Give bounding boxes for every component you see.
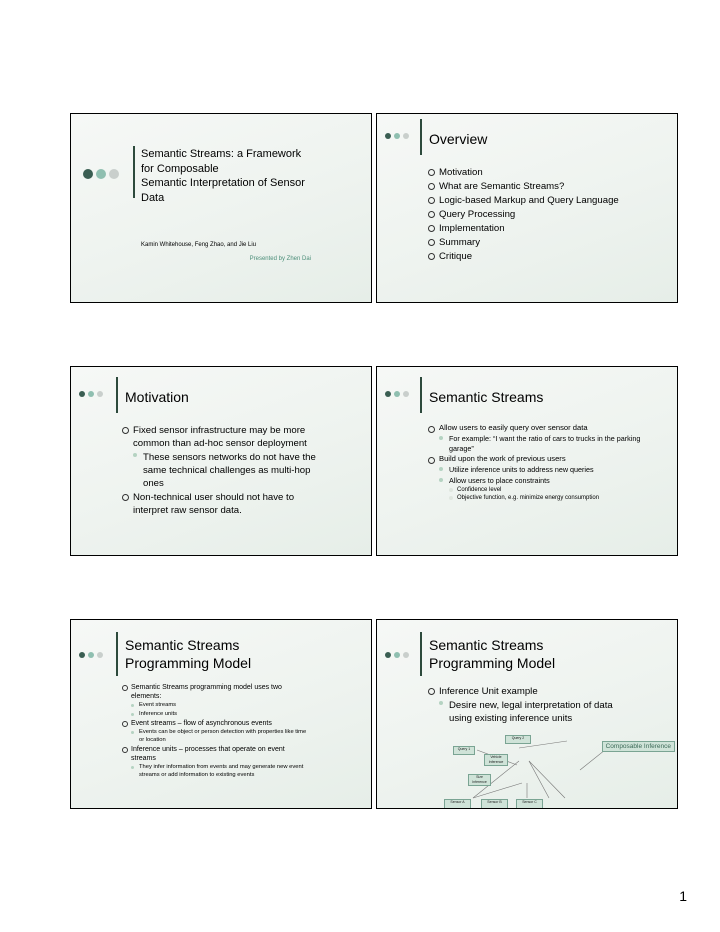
title-line: Data xyxy=(141,191,165,204)
list-item: Allow users to easily query over sensor data xyxy=(427,423,667,433)
dot-icon xyxy=(88,652,94,658)
composable-inference-label: Composable Inference xyxy=(602,741,675,752)
list-item: Event streams – flow of asynchronous events xyxy=(121,719,311,728)
title-divider xyxy=(420,632,422,676)
slide-heading xyxy=(429,636,555,672)
presentation-title xyxy=(141,147,305,205)
slide-heading: Motivation xyxy=(125,389,189,405)
sub-list-item: Utilize inference units to address new queries xyxy=(427,465,667,475)
dot-icon xyxy=(403,652,409,658)
sub-list-item: Inference units xyxy=(121,711,311,719)
heading-line: Programming Model xyxy=(429,655,556,671)
dot-icon xyxy=(79,391,85,397)
slide-overview xyxy=(376,113,678,303)
dot-icon xyxy=(394,133,400,139)
heading-line: Programming Model xyxy=(125,655,252,671)
decorative-dots xyxy=(79,391,103,397)
heading-line: Semantic Streams xyxy=(125,637,240,653)
dot-icon xyxy=(109,169,119,179)
title-divider xyxy=(420,377,422,413)
dot-icon xyxy=(394,652,400,658)
sub-list-item: They infer information from events and may generate new event streams or add information to existing events xyxy=(121,764,311,779)
title-divider xyxy=(116,377,118,413)
title-divider xyxy=(116,632,118,676)
authors: Kamin Whitehouse, Feng Zhao, and Jie Liu xyxy=(141,242,257,248)
sub-sub-list-item: Objective function, e.g. minimize energy consumption xyxy=(427,494,667,502)
inference-diagram xyxy=(437,720,607,804)
dot-icon xyxy=(83,169,93,179)
motivation-list xyxy=(121,424,321,518)
page-number: 1 xyxy=(679,888,687,904)
dot-icon xyxy=(88,391,94,397)
list-item: What are Semantic Streams? xyxy=(427,180,667,193)
vehicle-inference-box: Vehicle Inference xyxy=(484,754,508,766)
sub-list-item: For example: “I want the ratio of cars to trucks in the parking garage” xyxy=(427,434,667,453)
list-item: Motivation xyxy=(427,166,667,179)
sensor-b-box: Sensor B xyxy=(481,799,508,809)
query-2-box: Query 2 xyxy=(505,735,531,744)
title-line: Semantic Streams: a Framework xyxy=(141,148,302,160)
dot-icon xyxy=(385,133,391,139)
programming-model-list xyxy=(121,683,311,780)
slide-semantic-streams xyxy=(376,366,678,556)
dot-icon xyxy=(385,391,391,397)
decorative-dots xyxy=(385,391,409,397)
slide-heading xyxy=(125,636,251,672)
slide-heading: Overview xyxy=(429,131,488,147)
sensor-c-box: Sensor C xyxy=(516,799,543,809)
sub-list-item: Events can be object or person detection with properties like time or location xyxy=(121,729,311,744)
dot-icon xyxy=(79,652,85,658)
title-line: Semantic Interpretation of Sensor xyxy=(141,177,305,189)
sub-list-item: Event streams xyxy=(121,702,311,710)
semantic-streams-list xyxy=(427,423,667,502)
slide-programming-model xyxy=(70,619,372,809)
decorative-dots xyxy=(79,652,103,658)
list-item: Inference units – processes that operate on event streams xyxy=(121,745,311,763)
overview-list xyxy=(427,166,667,264)
title-line: for Composable xyxy=(141,162,219,175)
dot-icon xyxy=(97,391,103,397)
list-item: Implementation xyxy=(427,222,667,235)
size-inference-box: Size Inference xyxy=(468,774,491,786)
dot-icon xyxy=(385,652,391,658)
decorative-dots xyxy=(385,652,409,658)
slide-inference-example xyxy=(376,619,678,809)
list-item: Query Processing xyxy=(427,208,667,221)
slide-heading: Semantic Streams xyxy=(429,389,544,405)
list-item: Inference Unit example xyxy=(427,685,617,698)
slide-motivation xyxy=(70,366,372,556)
slide-title xyxy=(70,113,372,303)
list-item: Fixed sensor infrastructure may be more common than ad-hoc sensor deployment xyxy=(121,424,321,450)
decorative-dots xyxy=(83,169,119,179)
sub-list-item: Allow users to place constraints xyxy=(427,476,667,486)
list-item: Build upon the work of previous users xyxy=(427,454,667,464)
dot-icon xyxy=(394,391,400,397)
dot-icon xyxy=(403,133,409,139)
list-item: Semantic Streams programming model uses two elements: xyxy=(121,683,311,701)
sub-sub-list-item: Confidence level xyxy=(427,486,667,494)
sub-list-item: These sensors networks do not have the same technical challenges as multi-hop ones xyxy=(121,451,321,490)
sensor-a-box: Sensor A xyxy=(444,799,471,809)
list-item: Critique xyxy=(427,250,667,263)
decorative-dots xyxy=(385,133,409,139)
dot-icon xyxy=(96,169,106,179)
list-item: Non-technical user should not have to interpret raw sensor data. xyxy=(121,491,321,517)
list-item: Summary xyxy=(427,236,667,249)
list-item: Logic-based Markup and Query Language xyxy=(427,194,667,207)
diagram-connectors xyxy=(437,720,607,809)
heading-line: Semantic Streams xyxy=(429,637,544,653)
dot-icon xyxy=(403,391,409,397)
sub-list-item: Desire new, legal interpretation of data using existing inference units xyxy=(427,699,617,725)
title-divider xyxy=(133,146,135,198)
dot-icon xyxy=(97,652,103,658)
presenter: Presented by Zhen Dai xyxy=(249,256,311,262)
query-1-box: Query 1 xyxy=(453,746,475,755)
title-divider xyxy=(420,119,422,155)
